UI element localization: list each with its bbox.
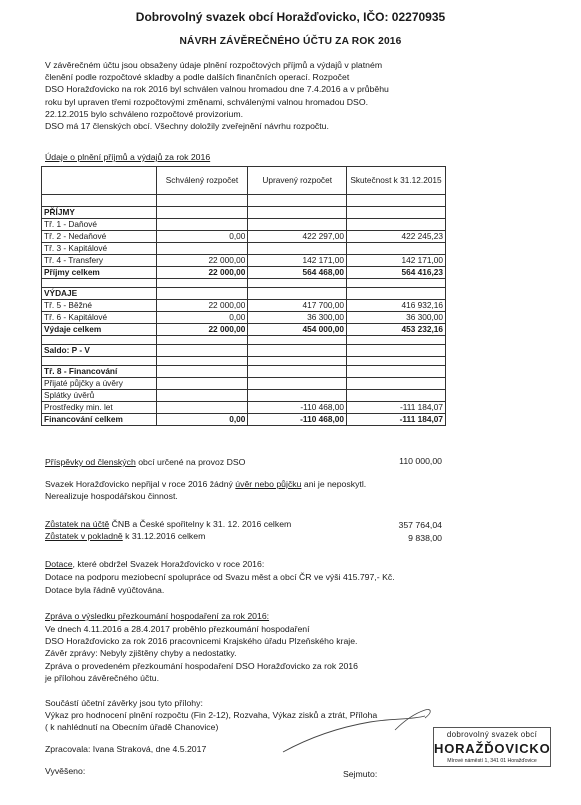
intro-line: DSO Horažďovicko na rok 2016 byl schválen valnou hromadou dne 7.4.2016 a v průběhu (45, 84, 389, 95)
value-cell (347, 345, 446, 357)
table-row (42, 366, 446, 378)
row-label-cell: Tř. 2 - Nedaňové (42, 231, 157, 243)
activity-line: Nerealizuje hospodářskou činnost. (45, 491, 178, 501)
grants-detail: Dotace na podporu meziobecní spolupráce od Svazu měst a obcí ČR ve výši 415.797,- Kč. (45, 572, 395, 582)
value-cell (248, 195, 347, 207)
table-row (42, 312, 446, 324)
value-cell (347, 195, 446, 207)
row-label-cell: Tř. 4 - Transfery (42, 255, 157, 267)
cash-balance-underlined: Zůstatek v pokladně (45, 531, 123, 541)
value-cell (347, 357, 446, 366)
audit-line: DSO Horažďovicko za rok 2016 pracovnicemi Krajského úřadu Plzeňského kraje. (45, 636, 358, 647)
header-cell: Upravený rozpočet (248, 167, 347, 195)
bank-balance-amount: 357 764,04 (398, 520, 442, 530)
table-row (42, 378, 446, 390)
bank-balance-label (45, 518, 291, 530)
value-cell (248, 390, 347, 402)
row-label-cell: Financování celkem (42, 414, 157, 426)
value-cell (156, 207, 248, 219)
table-row (42, 243, 446, 255)
budget-table (41, 166, 446, 426)
value-cell (347, 366, 446, 378)
value-cell: 0,00 (156, 312, 248, 324)
row-label-cell: Přijaté půjčky a úvěry (42, 378, 157, 390)
table-row (42, 390, 446, 402)
table-row (42, 300, 446, 312)
table-row (42, 267, 446, 279)
cash-balance-amount: 9 838,00 (408, 533, 442, 543)
row-label-cell: PŘÍJMY (42, 207, 157, 219)
contributions-label-rest: obcí určené na provoz DSO (135, 457, 246, 467)
value-cell (156, 402, 248, 414)
grants-title (45, 558, 264, 570)
value-cell: 36 300,00 (347, 312, 446, 324)
audit-line: Závěr zprávy: Nebyly zjištěny chyby a nedostatky. (45, 648, 237, 659)
value-cell (248, 357, 347, 366)
row-label-cell: Tř. 5 - Běžné (42, 300, 157, 312)
value-cell: -111 184,07 (347, 402, 446, 414)
intro-line: 22.12.2015 bylo schváleno rozpočtové provizorium. (45, 108, 243, 119)
table-row (42, 357, 446, 366)
value-cell (156, 279, 248, 288)
row-label-cell: Příjmy celkem (42, 267, 157, 279)
attachments-line: ( k nahlédnutí na Obecním úřadě Chanovice) (45, 722, 219, 733)
table-row (42, 336, 446, 345)
value-cell: 22 000,00 (156, 267, 248, 279)
value-cell: 564 416,23 (347, 267, 446, 279)
row-label-cell: Saldo: P - V (42, 345, 157, 357)
audit-line: Zpráva o provedeném přezkoumání hospodaření DSO Horažďovicko za rok 2016 (45, 660, 358, 671)
loans-underlined: úvěr nebo půjčku (235, 479, 302, 489)
table-row (42, 402, 446, 414)
stamp-line1: dobrovolný svazek obcí (446, 730, 538, 739)
value-cell (347, 279, 446, 288)
intro-line: roku byl upraven třemi rozpočtovými změnami, schválenými valnou hromadou DSO. (45, 96, 369, 107)
contributions-label (45, 456, 245, 468)
value-cell (347, 288, 446, 300)
value-cell (248, 243, 347, 255)
table-row (42, 345, 446, 357)
audit-line: je přílohou závěrečného účtu. (45, 672, 159, 683)
intro-line: V závěrečném účtu jsou obsaženy údaje plnění rozpočtových příjmů a výdajů v platném (45, 60, 383, 70)
prepared-by: Zpracovala: Ivana Straková, dne 4.5.2017 (45, 744, 207, 754)
value-cell: 0,00 (156, 414, 248, 426)
table-row (42, 279, 446, 288)
row-label-cell: Tř. 1 - Daňové (42, 219, 157, 231)
value-cell (248, 378, 347, 390)
value-cell: 22 000,00 (156, 255, 248, 267)
value-cell (156, 288, 248, 300)
attachments-line: Součástí účetní závěrky jsou tyto přílohy: (45, 698, 203, 708)
row-label-cell: Tř. 8 - Financování (42, 366, 157, 378)
document-subtitle: NÁVRH ZÁVĚREČNÉHO ÚČTU ZA ROK 2016 (179, 36, 402, 47)
contributions-amount: 110 000,00 (399, 456, 442, 466)
table-header-row (42, 167, 446, 195)
value-cell: 422 245,23 (347, 231, 446, 243)
grants-underlined: Dotace (45, 559, 73, 569)
header-cell: Schválený rozpočet (156, 167, 248, 195)
value-cell: 22 000,00 (156, 324, 248, 336)
stamp-line2: HORAŽĎOVICKO (434, 741, 551, 756)
removed-label: Sejmuto: (343, 769, 378, 779)
loans-text: Svazek Horažďovicko nepřijal v roce 2016 žádný (45, 479, 236, 489)
value-cell: 453 232,16 (347, 324, 446, 336)
audit-title: Zpráva o výsledku přezkoumání hospodaření za rok 2016: (45, 611, 270, 621)
audit-body (45, 623, 358, 684)
table-row (42, 414, 446, 426)
grants-title-rest: , které obdržel Svazek Horažďovicko v roce 2016: (72, 559, 265, 569)
stamp-line3: Mírové náměstí 1, 341 01 Horažďovice (447, 758, 537, 765)
value-cell: -110 468,00 (248, 414, 347, 426)
intro-line: DSO má 17 členských obcí. Všechny doložily zveřejnění návrhu rozpočtu. (45, 121, 329, 132)
value-cell (248, 336, 347, 345)
row-label-cell: VÝDAJE (42, 288, 157, 300)
table-row (42, 255, 446, 267)
table-row (42, 231, 446, 243)
value-cell: 142 171,00 (347, 255, 446, 267)
row-label-cell: Výdaje celkem (42, 324, 157, 336)
value-cell (347, 378, 446, 390)
intro-paragraph (45, 59, 465, 132)
table-row (42, 195, 446, 207)
table-row (42, 219, 446, 231)
grants-settled: Dotace byla řádně vyúčtována. (45, 585, 165, 595)
value-cell (248, 288, 347, 300)
value-cell (248, 279, 347, 288)
value-cell (248, 345, 347, 357)
bank-balance-rest: ČNB a České spořitelny k 31. 12. 2016 celkem (109, 519, 292, 529)
value-cell: -110 468,00 (248, 402, 347, 414)
attachments-line: Výkaz pro hodnocení plnění rozpočtu (Fin 2-12), Rozvaha, Výkaz zisků a ztrát, Příloha (45, 710, 378, 721)
row-label-cell (42, 195, 157, 207)
value-cell (347, 336, 446, 345)
value-cell: 564 468,00 (248, 267, 347, 279)
value-cell: 0,00 (156, 231, 248, 243)
value-cell (347, 219, 446, 231)
row-label-cell (42, 336, 157, 345)
header-cell (42, 167, 157, 195)
audit-line: Ve dnech 4.11.2016 a 28.4.2017 proběhlo přezkoumání hospodaření (45, 624, 310, 634)
value-cell: 422 297,00 (248, 231, 347, 243)
document-title: Dobrovolný svazek obcí Horažďovicko, IČO: 02270935 (135, 10, 446, 24)
bank-balance-underlined: Zůstatek na účtě (45, 519, 110, 529)
table-title: Údaje o plnění příjmů a výdajů za rok 2016 (45, 152, 211, 162)
value-cell (248, 207, 347, 219)
table-row (42, 288, 446, 300)
intro-line: členění podle rozpočtové skladby a podle dalších finančních operací. Rozpočet (45, 72, 350, 83)
cash-balance-label (45, 530, 205, 542)
row-label-cell (42, 357, 157, 366)
row-label-cell: Splátky úvěrů (42, 390, 157, 402)
value-cell (347, 390, 446, 402)
table-row (42, 207, 446, 219)
row-label-cell: Prostředky min. let (42, 402, 157, 414)
value-cell (248, 219, 347, 231)
table-row (42, 324, 446, 336)
value-cell (248, 366, 347, 378)
value-cell: 417 700,00 (248, 300, 347, 312)
row-label-cell (42, 279, 157, 288)
value-cell (156, 336, 248, 345)
value-cell (156, 366, 248, 378)
value-cell: 22 000,00 (156, 300, 248, 312)
posted-label: Vyvěšeno: (45, 766, 86, 776)
contributions-label-underlined: Příspěvky od členských (45, 457, 136, 467)
value-cell: 142 171,00 (248, 255, 347, 267)
value-cell (156, 390, 248, 402)
value-cell (347, 207, 446, 219)
row-label-cell: Tř. 3 - Kapitálové (42, 243, 157, 255)
value-cell: 416 932,16 (347, 300, 446, 312)
value-cell (156, 345, 248, 357)
row-label-cell: Tř. 6 - Kapitálové (42, 312, 157, 324)
value-cell (156, 219, 248, 231)
value-cell: 36 300,00 (248, 312, 347, 324)
value-cell (156, 378, 248, 390)
header-cell: Skutečnost k 31.12.2015 (347, 167, 446, 195)
cash-balance-rest: k 31.12.2016 celkem (122, 531, 206, 541)
loans-line (45, 478, 366, 490)
signature (275, 700, 445, 760)
value-cell (347, 243, 446, 255)
value-cell: 454 000,00 (248, 324, 347, 336)
value-cell (156, 195, 248, 207)
value-cell: -111 184,07 (347, 414, 446, 426)
value-cell (156, 357, 248, 366)
official-stamp (433, 727, 551, 767)
value-cell (156, 243, 248, 255)
loans-text-end: ani je neposkytl. (301, 479, 367, 489)
